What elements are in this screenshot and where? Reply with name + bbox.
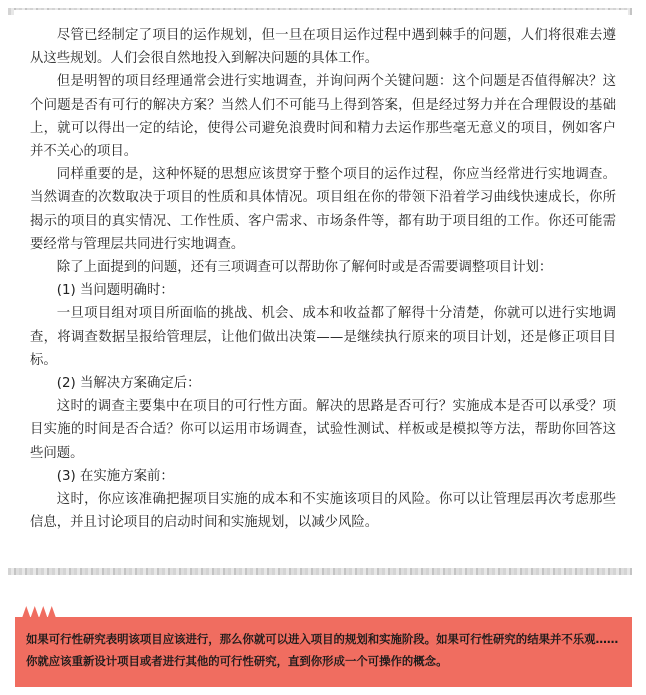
paragraph: 尽管已经制定了项目的运作规划，但一旦在项目运作过程中遇到棘手的问题，人们将很难去遵从这些规划。人们会很自然地投入到解决问题的具体工作。: [30, 28, 616, 67]
paragraph: 这时，你应该准确把握项目实施的成本和不实施该项目的风险。你可以让管理层再次考虑那些信息，并且讨论项目的启动时间和实施规划，以减少风险。: [30, 492, 616, 531]
paragraph: 除了上面提到的问题，还有三项调查可以帮助你了解何时或是否需要调整项目计划：: [56, 260, 553, 276]
paragraph: 一旦项目组对项目所面临的挑战、机会、成本和收益都了解得十分清楚，你就可以进行实地调查，将调查数据呈报给管理层，让他们做出决策——是继续执行原来的项目计划，还是修正项目目标。: [30, 306, 616, 368]
callout-text: 如果可行性研究表明该项目应该进行，那么你就可以进入项目的规划和实施阶段。如果可行性研究的结果并不乐观……你就应该重新设计项目或者进行其他的可行性研究，直到你形成一个可操作的概念。: [26, 632, 619, 668]
paragraph: 但是明智的项目经理通常会进行实地调查，并询问两个关键问题：这个问题是否值得解决？这个问题是否有可行的解决方案？当然人们不可能马上得到答案，但是经过努力并在合理假设的基础上，就可以得出一定的结论，使得公司避免浪费时间和精力去运作那些毫无意义的项目，例如客户并不关心的项目。: [30, 74, 616, 160]
article-body: [30, 24, 616, 534]
paragraph: 这时的调查主要集中在项目的可行性方面。解决的思路是否可行？实施成本是否可以承受？项目实施的时间是否合适？你可以运用市场调查，试验性测试、样板或是模拟等方法，帮助你回答这些问题。: [30, 399, 616, 461]
paper-bottom-edge: [8, 568, 632, 575]
list-heading: (1) 当问题明确时：: [56, 283, 174, 299]
list-heading: (2) 当解决方案确定后：: [56, 376, 201, 392]
paragraph: 同样重要的是，这种怀疑的思想应该贯穿于整个项目的运作过程，你应当经常进行实地调查。当然调查的次数取决于项目的性质和具体情况。项目组在你的带领下沿着学习曲线快速成长，你所揭示的项目的真实情况、工作性质、客户需求、市场条件等，都有助于项目组的工作。你还可能需要经常与管理层共同进行实地调查。: [30, 167, 616, 252]
list-heading: (3) 在实施方案前：: [56, 468, 174, 484]
